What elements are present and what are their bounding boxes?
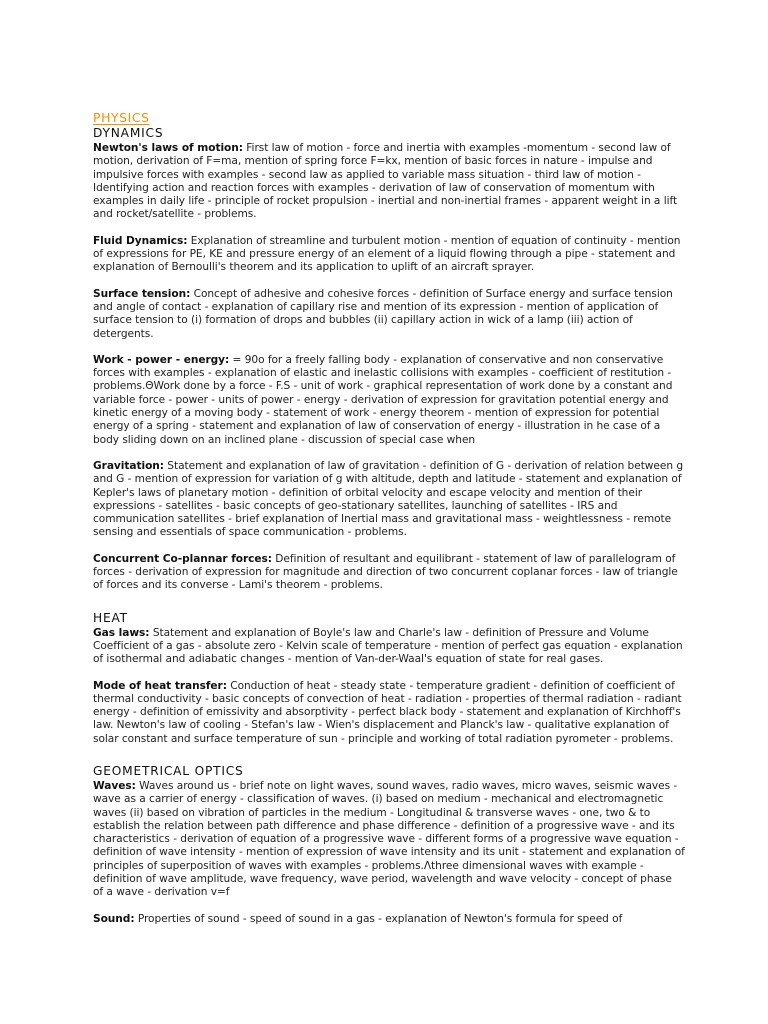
paragraph-text: Explanation of streamline and turbulent motion - mention of equation of continuity - mention of expressions for PE, KE and pressure energy of an element of a liquid flowing through a pipe - statement and explanation of Bernoulli's theorem and its application to uplift of an aircraft sprayer. [93,234,681,274]
paragraph-term: Work - power - energy: [93,353,230,366]
paragraph-surface-tension [93,288,685,341]
paragraph-term: Waves: [93,779,136,792]
paragraph-gas-laws [93,627,685,667]
paragraph-text: Concept of adhesive and cohesive forces - definition of Surface energy and surface tension and angle of contact - explanation of capillary rise and mention of its expression - mention of application of surface tension to (i) formation of drops and bubbles (ii) capillary action in wick of a lamp (iii) action of detergents. [93,287,673,340]
paragraph-gravitation [93,460,685,540]
paragraph-heat-transfer [93,680,685,746]
paragraph-text: Conduction of heat - steady state - temperature gradient - definition of coefficient of thermal conductivity - basic concepts of convection of heat - radiation - properties of thermal radiation - radiant energy - definition of emissivity and absorptivity - perfect black body - statement and explanation of Kirchhoff's law. Newton's law of cooling - Stefan's law - Wien's displacement and Planck's law - qualitative explanation of solar constant and surface temperature of sun - principle and working of total radiation pyrometer - problems. [93,679,682,745]
paragraph-waves [93,780,685,900]
section-title-dynamics: DYNAMICS [93,126,164,140]
section-spacer [93,593,685,611]
paragraph-text: Statement and explanation of Boyle's law and Charle's law - definition of Pressure and Volume Coefficient of a gas - absolute zero - Kelvin scale of temperature - mention of perfect gas equation - explanation of isothermal and adiabatic changes - mention of Van-der-Waal's equation of state for real gases. [93,626,683,666]
paragraph-term: Gas laws: [93,626,150,639]
paragraph-term: Concurrent Co-plannar forces: [93,552,272,565]
paragraph-term: Gravitation: [93,459,164,472]
paragraph-term: Fluid Dynamics: [93,234,188,247]
paragraph-text: Definition of resultant and equilibrant - statement of law of parallelogram of forces - derivation of expression for magnitude and direction of two concurrent coplanar forces - law of triangle of forces and its converse - Lami's theorem - problems. [93,552,678,592]
paragraph-term: Mode of heat transfer: [93,679,227,692]
paragraph-term: Surface tension: [93,287,191,300]
paragraph-concurrent-forces [93,553,685,593]
paragraph-work-power-energy [93,354,685,447]
paragraph-term: Sound: [93,912,135,925]
section-title-heat: HEAT [93,610,128,625]
paragraph-term: Newton's laws of motion: [93,142,243,154]
paragraph-sound [93,913,685,926]
section-spacer [93,746,685,764]
paragraph-text: Properties of sound - speed of sound in a gas - explanation of Newton's formula for speed of [134,912,623,925]
document-page [93,110,685,926]
paragraph-text: Waves around us - brief note on light waves, sound waves, radio waves, micro waves, seismic waves - wave as a carrier of energy - classification of waves. (i) based on medium - mechanical and electromagnetic waves (ii) based on vibration of particles in the medium - Longitudinal & transverse waves - one, two & to establish the relation between path difference and phase difference - definition of a progressive wave - and its characteristics - derivation of equation of a progressive wave - different forms of a progressive wave equation - definition of wave intensity - mention of expression of wave intensity and its unit - statement and explanation of principles of superposition of waves with examples - problems.Λthree dimensional waves with example - definition of wave amplitude, wave frequency, wave period, wavelength and wave velocity - concept of phase of a wave - derivation v=f [93,779,685,899]
paragraph-text: = 90o for a freely falling body - explanation of conservative and non conservative forces with examples - explanation of elastic and inelastic collisions with examples - coefficient of restitution - problems.ΘWork done by a force - F.S - unit of work - graphical representation of work done by a constant and variable force - power - units of power - energy - derivation of expression for gravitation potential energy and kinetic energy of a moving body - statement of work - energy theorem - mention of expression for potential energy of a spring - statement and explanation of law of conservation of energy - illustration in he case of a body sliding down on an inclined plane - discussion of special case when [93,353,673,446]
paragraph-text: First law of motion - force and inertia with examples -momentum - second law of motion, derivation of F=ma, mention of spring force F=kx, mention of basic forces in nature - impulse and impulsive forces with examples - second law as applied to variable mass situation - third law of motion - Identifying action and reaction forces with examples - derivation of law of conservation of momentum with examples in daily life - principle of rocket propulsion - inertial and non-inertial frames - apparent weight in a lift and rocket/satellite - problems. [93,142,678,221]
section-title-optics: GEOMETRICAL OPTICS [93,763,244,778]
subject-title: PHYSICS [93,110,150,125]
paragraph-newtons-laws [93,142,685,222]
paragraph-fluid-dynamics [93,235,685,275]
paragraph-text: Statement and explanation of law of gravitation - definition of G - derivation of relation between g and G - mention of expression for variation of g with altitude, depth and latitude - statement and explanation of Kepler's laws of planetary motion - definition of orbital velocity and escape velocity and mention of their expressions - satellites - basic concepts of geo-stationary satellites, launching of satellites - IRS and communication satellites - brief explanation of Inertial mass and gravitational mass - weightlessness - remote sensing and essentials of space communication - problems. [93,459,684,539]
